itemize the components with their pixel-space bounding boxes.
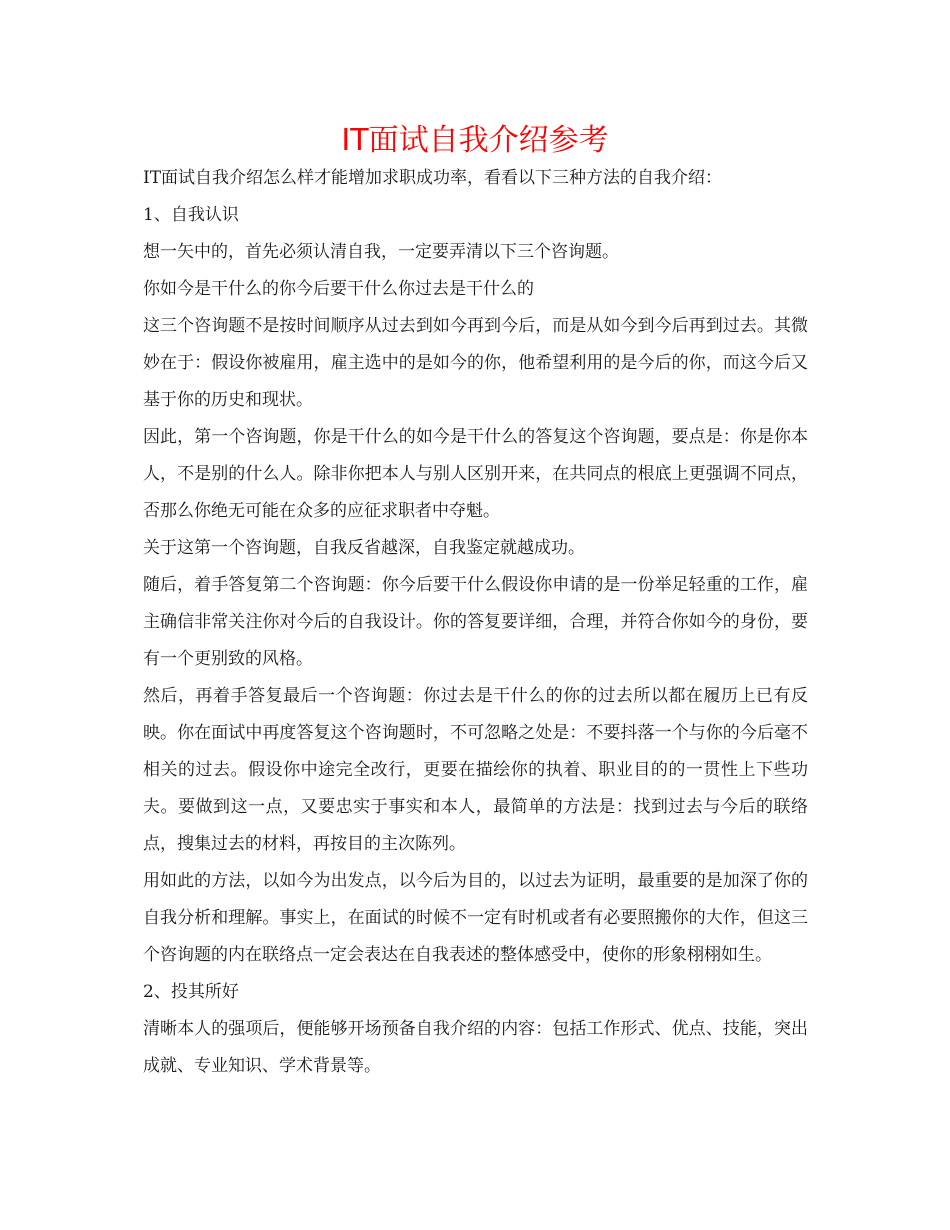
intro-paragraph: IT面试自我介绍怎么样才能增加求职成功率，看看以下三种方法的自我介绍： <box>143 168 723 188</box>
body-paragraph: 因此，第一个咨询题，你是干什么的如今是干什么的答复这个咨询题，要点是：你是你本人，不是别的什么人。除非你把本人与别人区别开来，在共同点的根底上更强调不同点，否那么你绝无可能在众多的应征求职者中夺魁。 <box>143 427 808 521</box>
body-paragraph: 然后，再着手答复最后一个咨询题：你过去是干什么的你的过去所以都在履历上已有反映。你在面试中再度答复这个咨询题时，不可忽略之处是：不要抖落一个与你的今后毫不相关的过去。假设你中途完全改行，更要在描绘你的执着、职业目的的一贯性上下些功夫。要做到这一点，又要忠实于事实和本人，最简单的方法是：找到过去与今后的联络点，搜集过去的材料，再按目的主次陈列。 <box>143 686 808 854</box>
body-paragraph: 想一矢中的，首先必须认清自我，一定要弄清以下三个咨询题。 <box>143 242 619 262</box>
section-heading-self-awareness: 1、自我认识 <box>143 205 239 225</box>
document-title: IT面试自我介绍参考 <box>341 123 609 158</box>
document-body <box>143 160 808 1085</box>
section-heading-cater: 2、投其所好 <box>143 982 239 1002</box>
body-paragraph: 清晰本人的强项后，便能够开场预备自我介绍的内容：包括工作形式、优点、技能，突出成就、专业知识、学术背景等。 <box>143 1019 808 1076</box>
body-paragraph: 随后，着手答复第二个咨询题：你今后要干什么假设你申请的是一份举足轻重的工作，雇主确信非常关注你对今后的自我设计。你的答复要详细，合理，并符合你如今的身份，要有一个更别致的风格。 <box>143 575 808 669</box>
body-paragraph: 关于这第一个咨询题，自我反省越深，自我鉴定就越成功。 <box>143 538 585 558</box>
body-paragraph: 用如此的方法，以如今为出发点，以今后为目的，以过去为证明，最重要的是加深了你的自我分析和理解。事实上，在面试的时候不一定有时机或者有必要照搬你的大作，但这三个咨询题的内在联络点一定会表达在自我表述的整体感受中，使你的形象栩栩如生。 <box>143 871 808 965</box>
body-paragraph: 这三个咨询题不是按时间顺序从过去到如今再到今后，而是从如今到今后再到过去。其微妙在于：假设你被雇用，雇主选中的是如今的你，他希望利用的是今后的你，而这今后又基于你的历史和现状。 <box>143 316 808 410</box>
body-paragraph: 你如今是干什么的你今后要干什么你过去是干什么的 <box>143 279 534 299</box>
